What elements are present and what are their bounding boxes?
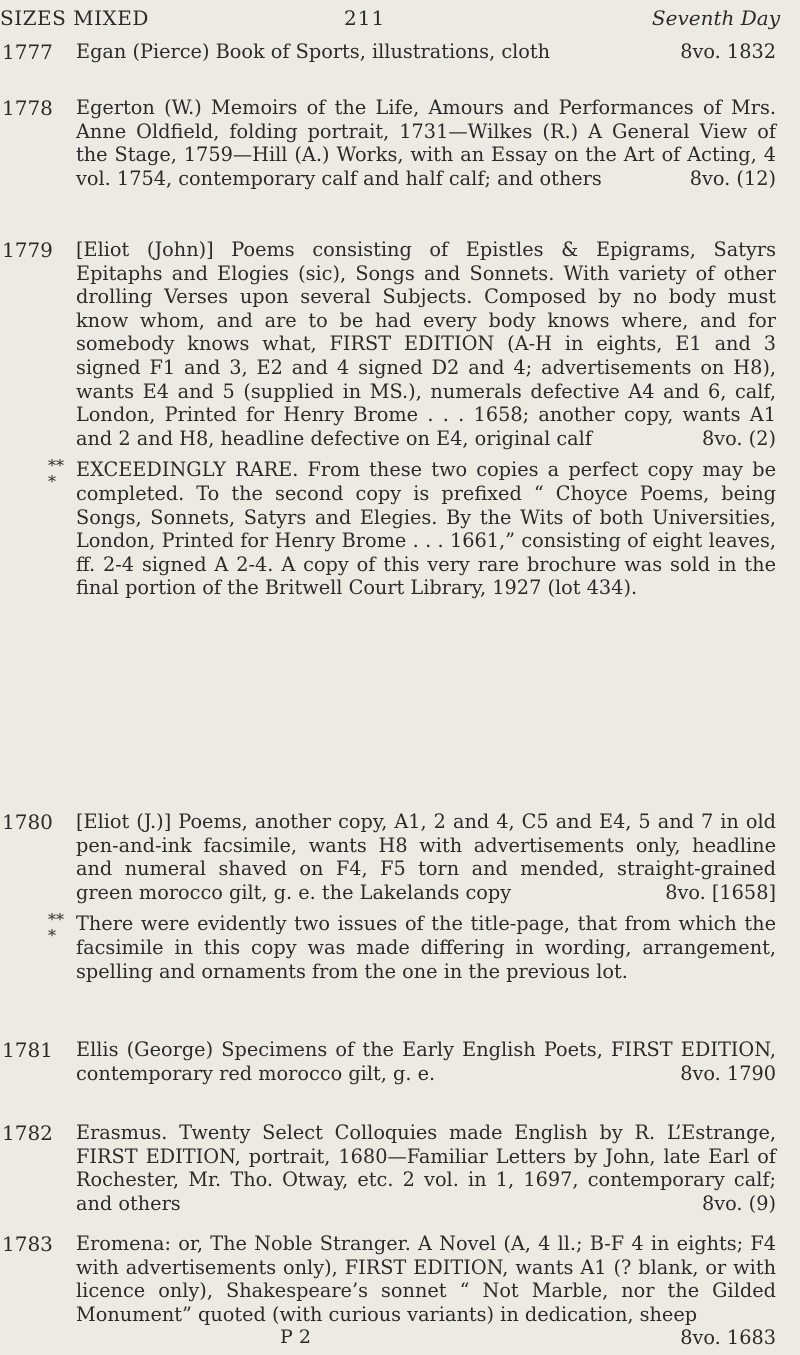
lot-description (76, 810, 776, 904)
lot-text: [Eliot (John)] Poems consisting of Epistles & Epigrams, Satyrs Epitaphs and Elogies (sic), Songs and Sonnets. With variety of other drolling Verses upon several Subjects. Composed by no body must know whom, and are to be had every body knows where, and for somebody knows what, FIRST EDITION (A-H in eights, E1 and 3 signed F1 and 3, E2 and 4 signed D2 and 4; advertisements on H8), wants E4 and 5 (supplied in MS.), numerals defective A4 and 6, calf, London, Printed for Henry Brome . . . 1658; another copy, wants A1 and 2 and H8, headline defective on E4, original calf (76, 238, 776, 450)
lot-number: 1779 (2, 238, 53, 262)
lot-format: 8vo. 1683 (680, 1326, 776, 1350)
lot-format: 8vo. (9) (702, 1191, 776, 1215)
lot-number: 1777 (2, 40, 53, 64)
lot-format: 8vo. (12) (689, 166, 776, 190)
day-title: Seventh Day (651, 6, 780, 30)
lot-format: 8vo. [1658] (665, 880, 776, 904)
lot-text: Erasmus. Twenty Select Colloquies made English by R. L’Estrange, FIRST EDITION, portrait, 1680—Familiar Letters by John, late Earl of Rochester, Mr. Tho. Otway, etc. 2 vol. in 1, 1697, contemporary calf; and others (76, 1121, 776, 1215)
lot-text: Egerton (W.) Memoirs of the Life, Amours and Performances of Mrs. Anne Oldfield, folding portrait, 1731—Wilkes (R.) A General View of the Stage, 1759—Hill (A.) Works, with an Essay on the Art of Acting, 4 vol. 1754, contemporary calf and half calf; and others (76, 96, 776, 190)
lot-1782 (0, 1121, 800, 1215)
lot-text: [Eliot (J.)] Poems, another copy, A1, 2 and 4, C5 and E4, 5 and 7 in old pen-and-ink facsimile, wants H8 with advertisements only, headline and numeral shaved on F4, F5 torn and mended, straight-grained green morocco gilt, g. e. the Lakelands copy (76, 810, 776, 904)
lot-1783 (0, 1232, 800, 1350)
lot-description (76, 1038, 776, 1085)
lot-number: 1778 (2, 96, 53, 120)
note-marker: ** * (48, 910, 64, 946)
lot-1779 (0, 238, 800, 600)
lot-1780 (0, 810, 800, 983)
lot-text: Eromena: or, The Noble Stranger. A Novel (A, 4 ll.; B-F 4 in eights; F4 with advertisements only), FIRST EDITION, wants A1 (? blank, or with licence only), Shakespeare’s sonnet “ Not Marble, nor the Gilded Monument” quoted (with curious variants) in dedication, sheep (76, 1232, 776, 1326)
page-number: 211 (344, 6, 386, 30)
note-text: There were evidently two issues of the title-page, that from which the facsimile in this copy was made differing in wording, arrangement, spelling and ornaments from the one in the previous lot. (76, 912, 776, 983)
lot-text: Ellis (George) Specimens of the Early English Poets, FIRST EDITION, contemporary red morocco gilt, g. e. (76, 1038, 776, 1085)
lot-1781 (0, 1038, 800, 1085)
note-text: EXCEEDINGLY RARE. From these two copies a perfect copy may be completed. To the second copy is prefixed “ Choyce Poems, being Songs, Sonnets, Satyrs and Elegies. By the Wits of both Universities, London, Printed for Henry Brome . . . 1661,” consisting of eight leaves, ff. 2-4 signed A 2-4. A copy of this very rare brochure was sold in the final portion of the Britwell Court Library, 1927 (lot 434). (76, 458, 776, 600)
lot-description (76, 238, 776, 450)
lot-number: 1782 (2, 1121, 53, 1145)
lot-description (76, 1121, 776, 1215)
lot-note (48, 456, 776, 600)
lot-text: Egan (Pierce) Book of Sports, illustrations, cloth (76, 40, 551, 63)
lot-number: 1781 (2, 1038, 53, 1062)
lot-description (76, 96, 776, 190)
lot-note (48, 910, 776, 983)
page-header (0, 6, 800, 36)
lot-1778 (0, 96, 800, 190)
lot-1777 (0, 40, 800, 64)
lot-format: 8vo. 1832 (680, 40, 776, 63)
lot-format: 8vo. (2) (702, 426, 776, 450)
note-marker: ** * (48, 456, 64, 492)
lot-number: 1783 (2, 1232, 53, 1256)
lot-description (76, 40, 776, 64)
lot-number: 1780 (2, 810, 53, 834)
section-title: SIZES MIXED (0, 6, 149, 30)
signature-mark: P 2 (280, 1326, 311, 1349)
lot-format: 8vo. 1790 (680, 1061, 776, 1085)
